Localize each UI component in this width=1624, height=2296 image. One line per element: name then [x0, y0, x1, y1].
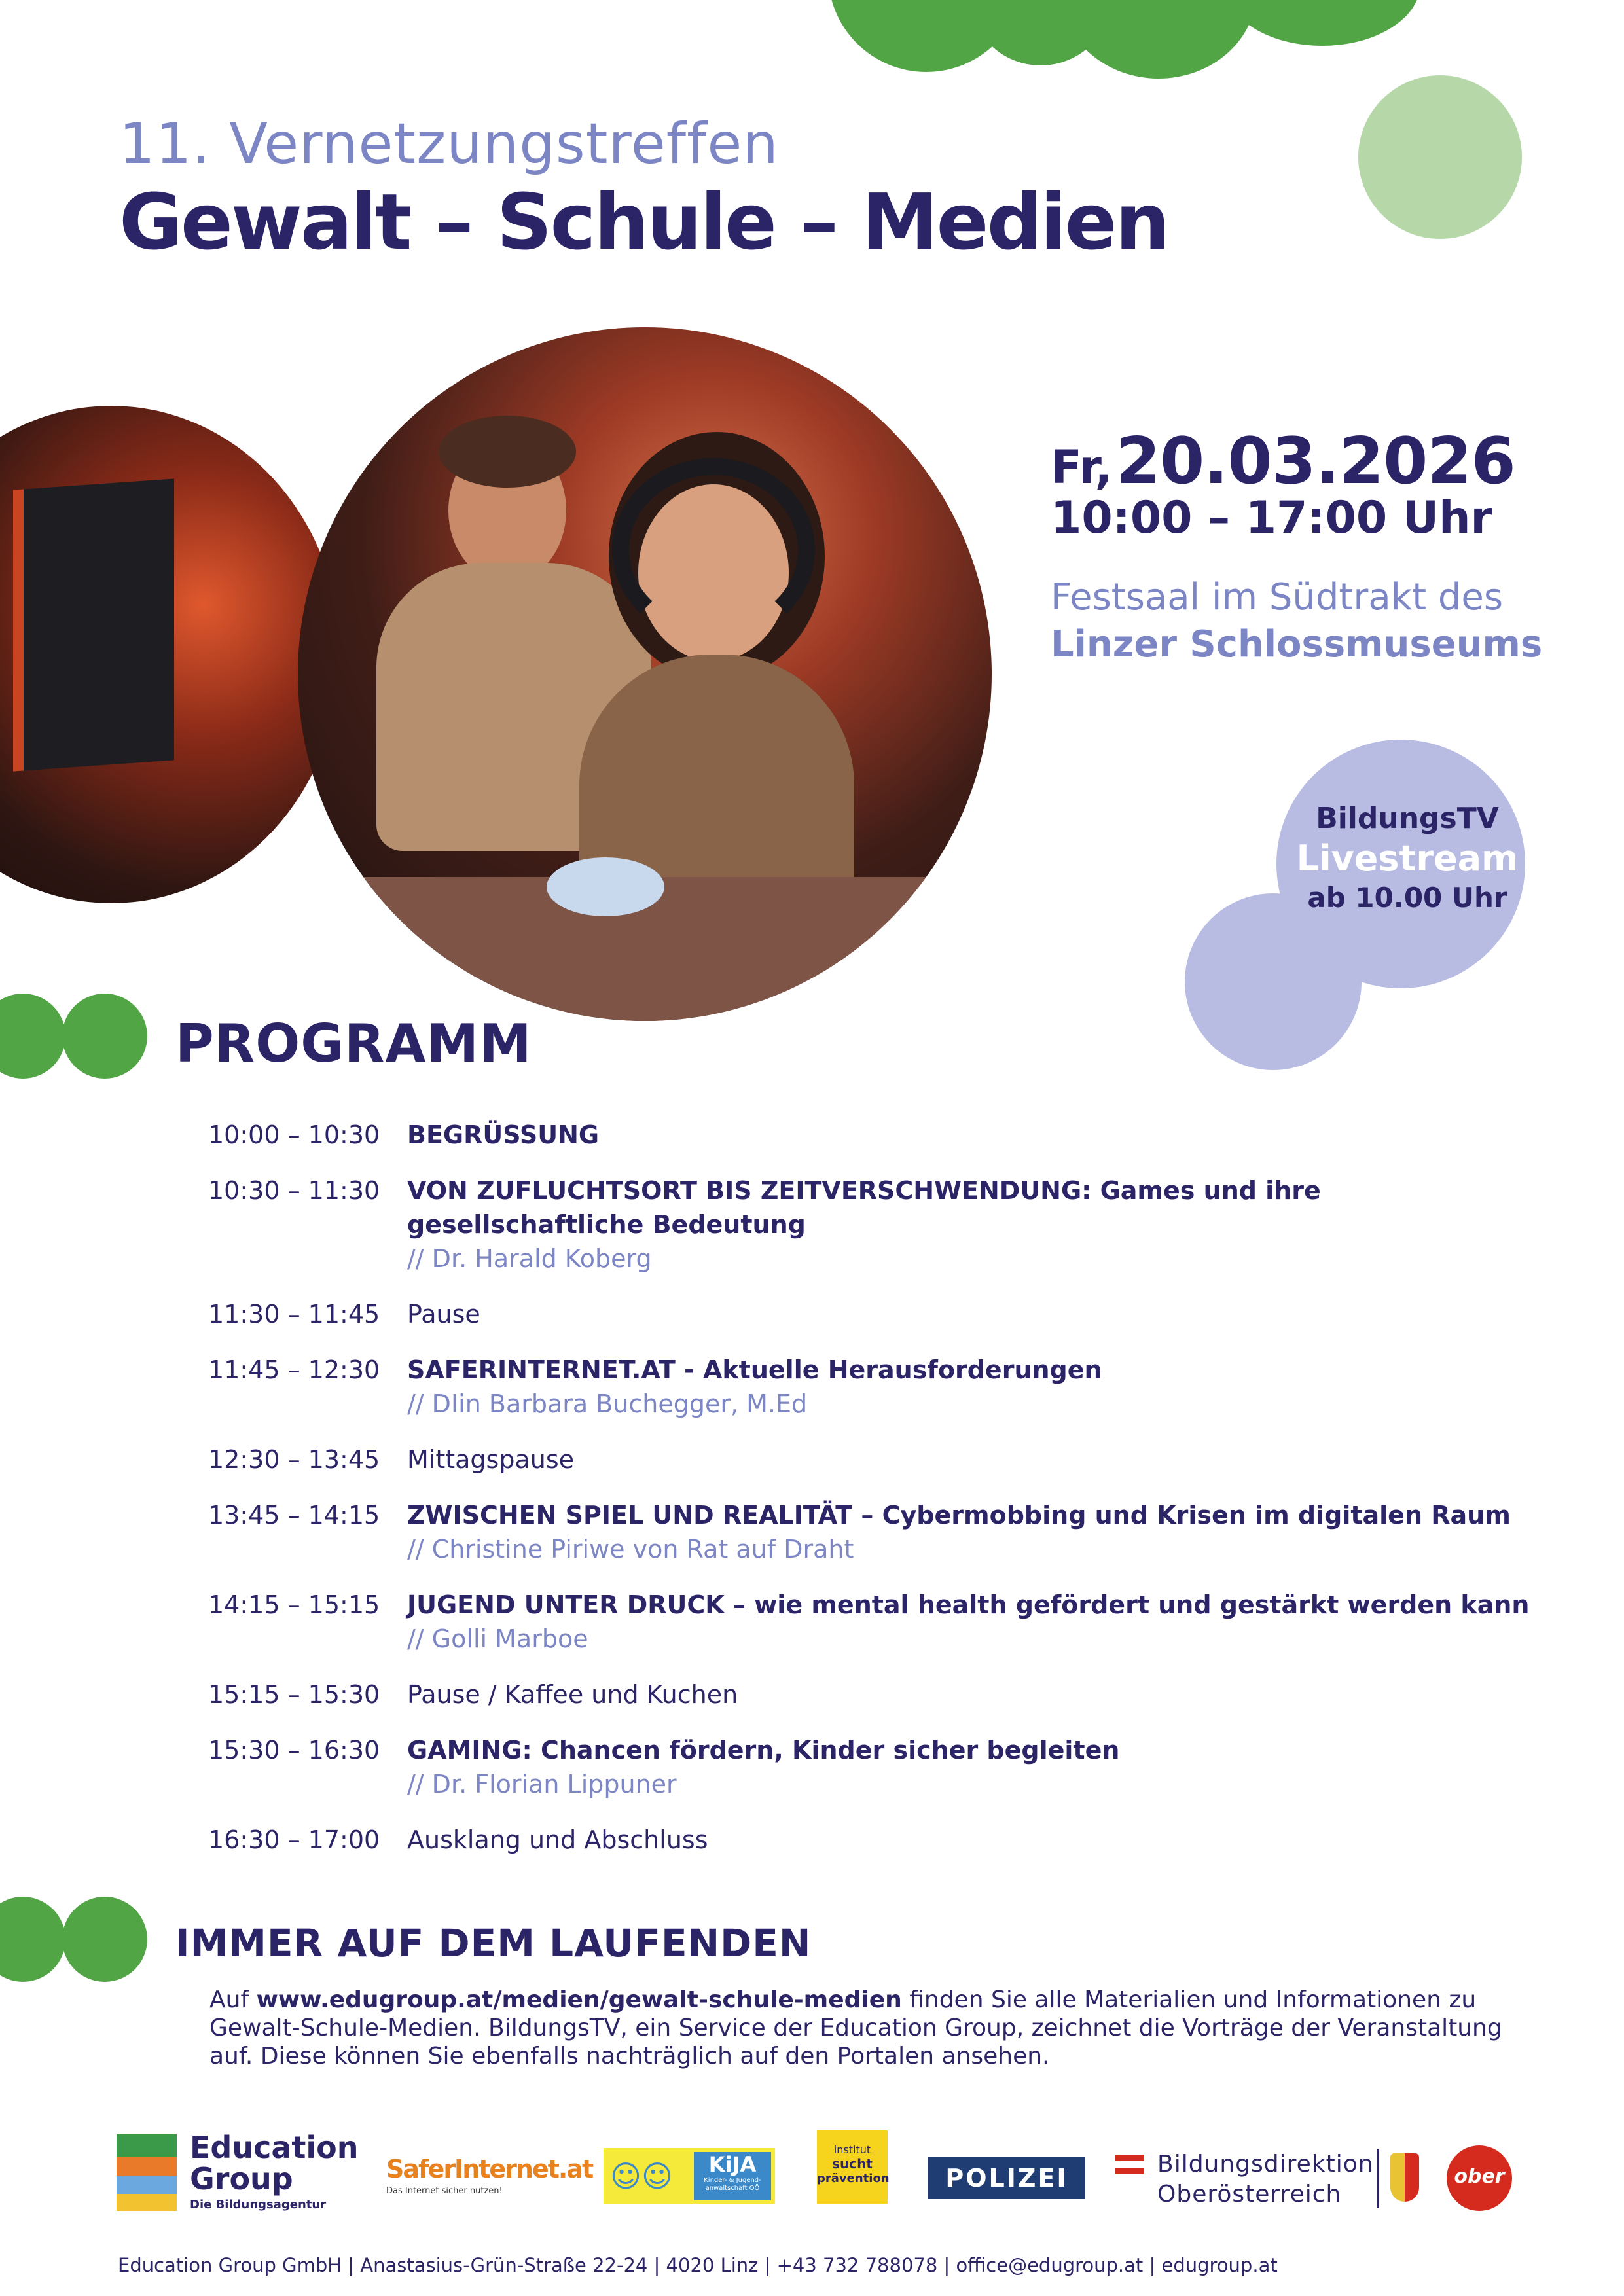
program-speaker: // Dr. Florian Lippuner	[407, 1770, 677, 1799]
polizei-name: POLIZEI	[945, 2164, 1068, 2193]
kija-name: KiJA	[708, 2152, 757, 2177]
program-title: SAFERINTERNET.AT - Aktuelle Herausforderungen	[407, 1355, 1102, 1384]
sucht-line1: institut	[833, 2144, 871, 2156]
program-item	[208, 1118, 1543, 1152]
program-speaker: // Golli Marboe	[407, 1624, 588, 1653]
program-title: JUGEND UNTER DRUCK – wie mental health gefördert und gestärkt werden kann	[407, 1590, 1530, 1619]
info-dot-2	[62, 1897, 147, 1982]
event-subtitle: 11. Vernetzungstreffen	[119, 111, 779, 177]
program-time: 10:30 – 11:30	[208, 1176, 380, 1205]
oberoesterreich-logo[interactable]	[1447, 2145, 1512, 2211]
headphones-shape	[612, 458, 815, 641]
austria-flag-icon	[1115, 2155, 1144, 2174]
program-item	[208, 1498, 1543, 1566]
logo-divider	[1377, 2149, 1379, 2208]
education-group-mark-icon	[117, 2134, 177, 2211]
program-item	[208, 1823, 1543, 1857]
saferinternet-tagline: Das Internet sicher nutzen!	[386, 2186, 503, 2196]
program-title: VON ZUFLUCHTSORT BIS ZEITVERSCHWENDUNG: Games und ihre gesellschaftliche Bedeutung	[407, 1176, 1321, 1239]
monitor-shape	[13, 478, 174, 771]
livestream-line3: ab 10.00 Uhr	[1307, 882, 1507, 914]
education-group-line1: Education	[190, 2130, 359, 2165]
education-group-logo[interactable]	[117, 2130, 359, 2218]
deco-circle-green-4	[1224, 0, 1420, 46]
polizei-logo[interactable]	[928, 2157, 1085, 2199]
event-time: 10:00 – 17:00 Uhr	[1051, 492, 1493, 544]
info-link[interactable]: www.edugroup.at/medien/gewalt-schule-medien	[256, 1986, 902, 2013]
kija-faces-icon: ☺☺	[610, 2159, 673, 2194]
program-title: ZWISCHEN SPIEL UND REALITÄT – Cybermobbing und Krisen im digitalen Raum	[407, 1501, 1511, 1530]
program-title: Ausklang und Abschluss	[407, 1825, 708, 1854]
education-group-tagline: Die Bildungsagentur	[190, 2198, 327, 2212]
program-dot-1	[0, 994, 65, 1079]
program-time: 15:30 – 16:30	[208, 1736, 380, 1765]
program-heading: PROGRAMM	[175, 1013, 532, 1074]
program-time: 10:00 – 10:30	[208, 1121, 380, 1149]
photo-left-circle	[0, 406, 340, 903]
photo-main-circle	[298, 327, 992, 1021]
event-weekday: Fr,	[1051, 440, 1113, 494]
event-date	[1051, 424, 1515, 499]
info-text	[209, 1986, 1525, 2070]
sucht-line2: sucht	[832, 2156, 873, 2172]
saferinternet-name: SaferInternet.at	[386, 2155, 593, 2183]
bildungsdirektion-line1: Bildungsdirektion	[1157, 2151, 1374, 2178]
bildungsdirektion-line2: Oberösterreich	[1157, 2181, 1342, 2208]
livestream-line2: Livestream	[1296, 838, 1519, 879]
event-date-value: 20.03.2026	[1115, 424, 1515, 499]
program-time: 16:30 – 17:00	[208, 1825, 380, 1854]
program-item	[208, 1588, 1543, 1656]
info-heading: IMMER AUF DEM LAUFENDEN	[175, 1921, 812, 1965]
info-body: finden Sie alle Materialien und Informationen zu Gewalt-Schule-Medien. BildungsTV, ein Service der Education Group, zeichnet die Vorträge der Veranstaltung auf. Diese können Sie ebenfalls nachträglich auf den Portalen ansehen.	[209, 1986, 1502, 2070]
sucht-praevention-logo[interactable]	[817, 2130, 888, 2204]
coat-of-arms-icon	[1390, 2153, 1419, 2202]
kija-logo[interactable]	[604, 2148, 775, 2204]
program-time: 11:45 – 12:30	[208, 1355, 380, 1384]
livestream-badge	[1283, 802, 1532, 914]
program-speaker: // Christine Piriwe von Rat auf Draht	[407, 1535, 854, 1564]
program-speaker: // Dr. Harald Koberg	[407, 1244, 652, 1273]
program-item	[208, 1443, 1543, 1477]
kija-badge	[694, 2152, 771, 2200]
program-time: 15:15 – 15:30	[208, 1680, 380, 1709]
event-title: Gewalt – Schule – Medien	[119, 177, 1168, 267]
program-time: 11:30 – 11:45	[208, 1300, 380, 1329]
program-list	[208, 1118, 1543, 1878]
program-speaker: // DIin Barbara Buchegger, M.Ed	[407, 1390, 808, 1418]
bildungsdirektion-logo[interactable]	[1115, 2151, 1374, 2211]
info-prefix: Auf	[209, 1986, 257, 2013]
program-title: Pause	[407, 1300, 480, 1329]
program-time: 13:45 – 14:15	[208, 1501, 380, 1530]
program-item	[208, 1733, 1543, 1801]
deco-circle-lightgreen	[1358, 75, 1522, 239]
deco-circle-green-3	[1060, 0, 1257, 79]
program-time: 12:30 – 13:45	[208, 1445, 380, 1474]
oberoesterreich-name: ober	[1454, 2165, 1505, 2188]
event-venue-line2: Linzer Schlossmuseums	[1051, 623, 1543, 666]
saferinternet-logo[interactable]	[386, 2155, 593, 2207]
program-title: Mittagspause	[407, 1445, 575, 1474]
program-item	[208, 1353, 1543, 1421]
livestream-line1: BildungsTV	[1316, 802, 1499, 835]
program-dot-2	[62, 994, 147, 1079]
program-item	[208, 1174, 1543, 1276]
sucht-line3: prävention	[817, 2172, 890, 2185]
person-boy-hair	[439, 416, 576, 488]
info-dot-1	[0, 1897, 65, 1982]
event-venue-line1: Festsaal im Südtrakt des	[1051, 576, 1504, 619]
program-item	[208, 1677, 1543, 1712]
program-title: Pause / Kaffee und Kuchen	[407, 1680, 738, 1709]
kija-tagline: Kinder- & Jugend-anwaltschaft OÖ	[704, 2177, 761, 2192]
program-item	[208, 1297, 1543, 1331]
footer-contact: Education Group GmbH | Anastasius-Grün-Straße 22-24 | 4020 Linz | +43 732 788078 | office@edugroup.at | edugroup.at	[118, 2254, 1278, 2276]
mouse-shape	[547, 857, 664, 916]
education-group-line2: Group	[190, 2161, 293, 2197]
program-time: 14:15 – 15:15	[208, 1590, 380, 1619]
program-title: GAMING: Chancen fördern, Kinder sicher begleiten	[407, 1736, 1120, 1765]
program-title: BEGRÜSSUNG	[407, 1121, 600, 1149]
